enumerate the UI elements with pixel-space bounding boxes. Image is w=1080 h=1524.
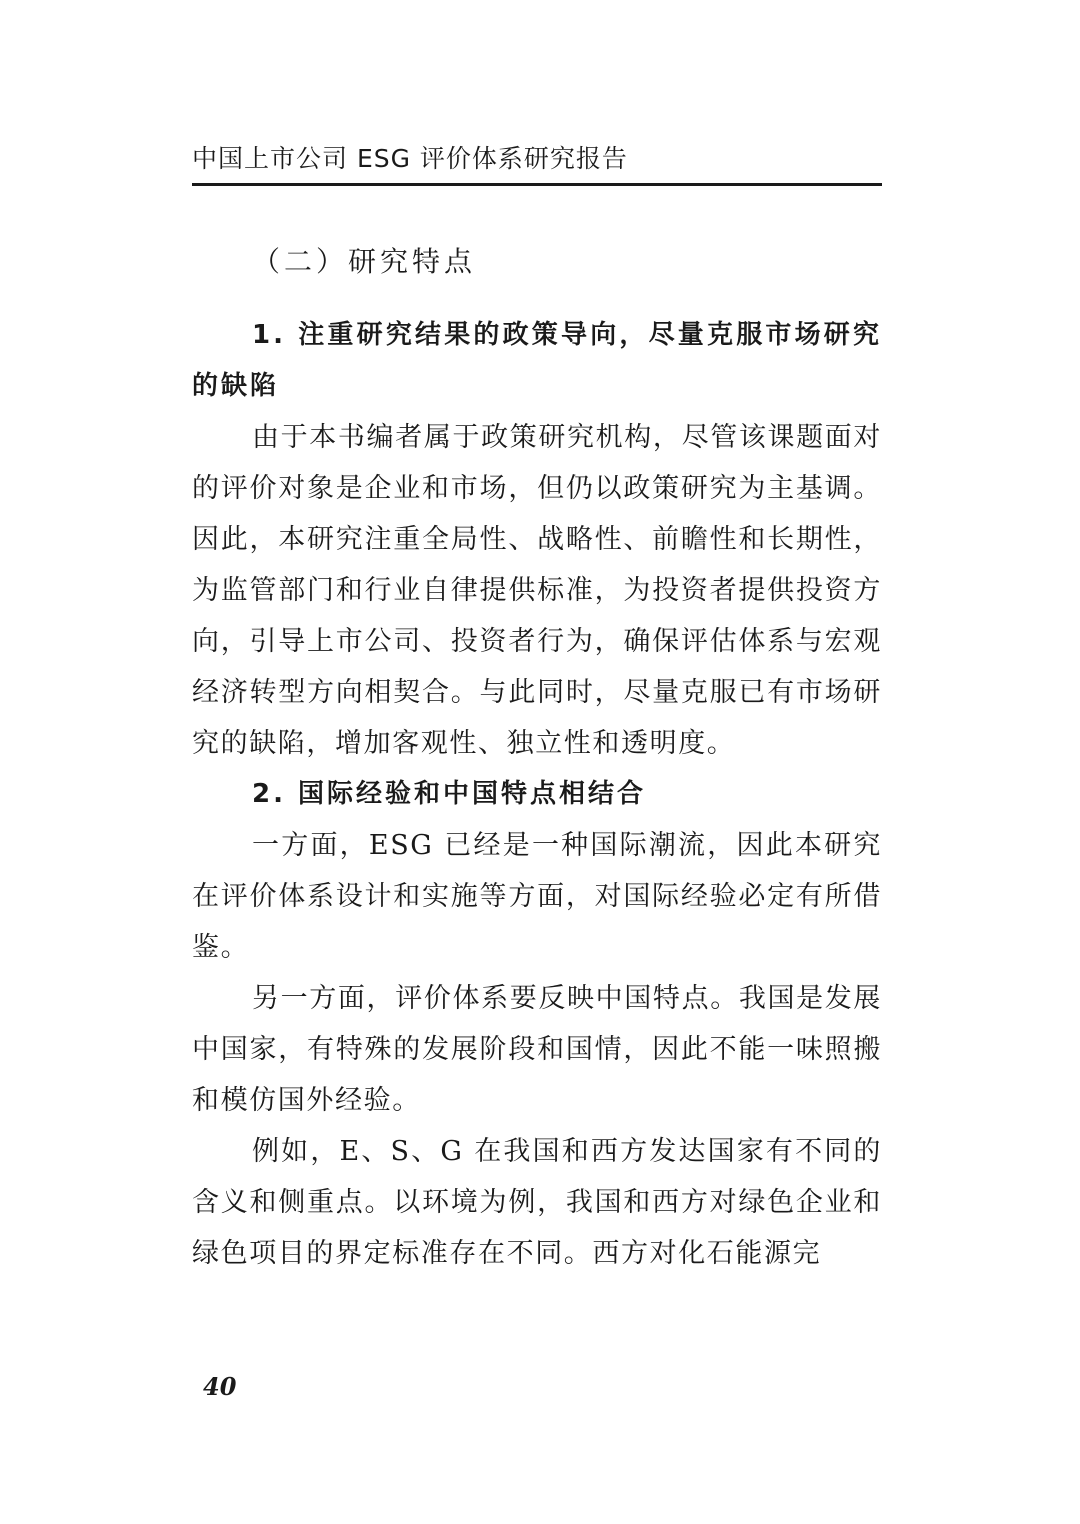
page-number: 40 [203,1372,237,1401]
paragraph-3: 另一方面，评价体系要反映中国特点。我国是发展中国家，有特殊的发展阶段和国情，因此不能一味照搬和模仿国外经验。 [192,983,882,1116]
paragraph-4: 例如，E、S、G 在我国和西方发达国家有不同的含义和侧重点。以环境为例，我国和西方对绿色企业和绿色项目的界定标准存在不同。西方对化石能源完 [192,1136,882,1269]
running-header [192,140,882,186]
paragraph-2: 一方面，ESG 已经是一种国际潮流，因此本研究在评价体系设计和实施等方面，对国际经验必定有所借鉴。 [192,830,882,963]
subheading-1: 1. 注重研究结果的政策导向，尽量克服市场研究的缺陷 [192,320,882,401]
paragraph-1: 由于本书编者属于政策研究机构，尽管该课题面对的评价对象是企业和市场，但仍以政策研究为主基调。因此，本研究注重全局性、战略性、前瞻性和长期性，为监管部门和行业自律提供标准，为投资者提供投资方向，引导上市公司、投资者行为，确保评估体系与宏观经济转型方向相契合。与此同时，尽量克服已有市场研究的缺陷，增加客观性、独立性和透明度。 [192,422,882,759]
section-heading: （二）研究特点 [252,245,477,278]
running-title: 中国上市公司 ESG 评价体系研究报告 [192,144,628,173]
subheading-2: 2. 国际经验和中国特点相结合 [252,779,647,809]
body-text [192,232,882,1279]
